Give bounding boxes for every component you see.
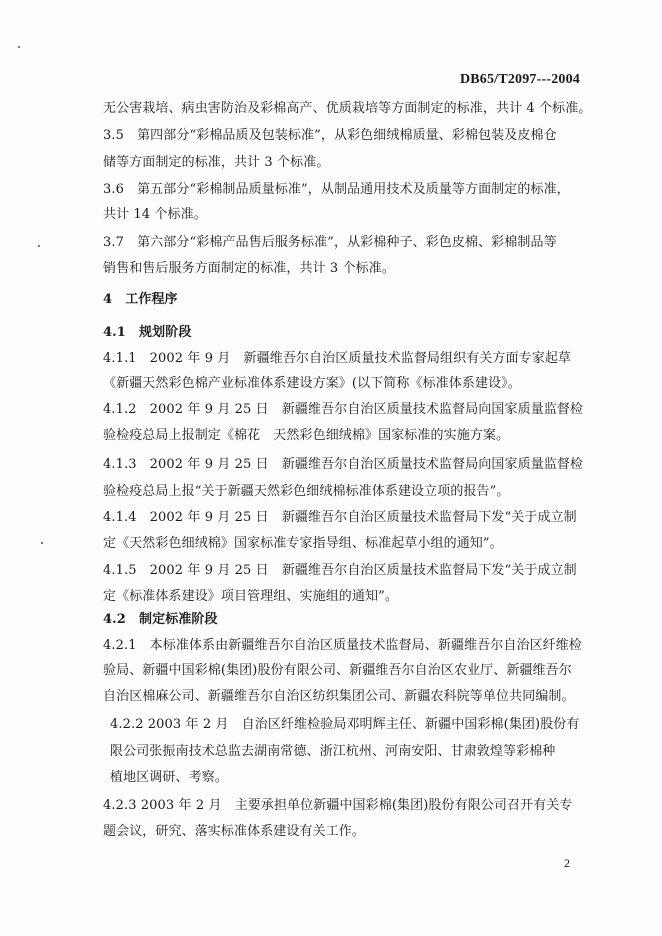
page-number: 2 (564, 856, 570, 870)
scan-speck (41, 542, 43, 544)
text-line: 验局、新疆中国彩棉(集团)股份有限公司、新疆维吾尔自治区农业厅、新疆维吾尔 (103, 663, 572, 678)
text-line: 3.7 第六部分“彩棉产品售后服务标准”，从彩棉种子、彩色皮棉、彩棉制品等 (103, 235, 557, 250)
text-line: 4.1.2 2002 年 9 月 25 日 新疆维吾尔自治区质量技术监督局向国家质量监督检 (103, 402, 584, 417)
text-line: 无公害栽培、病虫害防治及彩棉高产、优质栽培等方面制定的标准，共计 4 个标准。 (103, 101, 592, 116)
text-line: 销售和售后服务方面制定的标准，共计 3 个标准。 (103, 261, 395, 276)
text-line: 定《标准体系建设》项目管理组、实施组的通知”。 (103, 589, 398, 604)
text-line: 植地区调研、考察。 (110, 770, 228, 785)
text-line: 限公司张振南技术总监去湖南常德、浙江杭州、河南安阳、甘肃敦煌等彩棉种 (110, 744, 556, 759)
document-code: DB65/T2097---2004 (459, 72, 580, 87)
text-line: 《新疆天然彩色棉产业标准体系建设方案》(以下简称《标准体系建设》。 (103, 376, 521, 391)
text-line: 4.1.4 2002 年 9 月 25 日 新疆维吾尔自治区质量技术监督局下发“关于成立制 (103, 510, 577, 525)
text-line: 4.2.1 本标准体系由新疆维吾尔自治区质量技术监督局、新疆维吾尔自治区纤维检 (103, 638, 582, 653)
text-line: 验检疫总局上报制定《棉花 天然彩色细绒棉》国家标准的实施方案。 (103, 428, 510, 443)
text-line: 题会议，研究、落实标准体系建设有关工作。 (103, 824, 366, 839)
text-line: 4.1.3 2002 年 9 月 25 日 新疆维吾尔自治区质量技术监督局向国家质量监督检 (103, 457, 584, 472)
section-heading: 4 工作程序 (103, 292, 178, 307)
text-line: 4.1.5 2002 年 9 月 25 日 新疆维吾尔自治区质量技术监督局下发“关于成立制 (103, 563, 577, 578)
text-line: 自治区棉麻公司、新疆维吾尔自治区纺织集团公司、新疆农科院等单位共同编制。 (103, 689, 575, 704)
text-line: 3.6 第五部分“彩棉制品质量标准”，从制品通用技术及质量等方面制定的标准， (103, 182, 570, 197)
text-line: 验检疫总局上报“关于新疆天然彩色细绒棉标准体系建设立项的报告”。 (103, 484, 510, 499)
text-line: 4.1.1 2002 年 9 月 新疆维吾尔自治区质量技术监督局组织有关方面专家起草 (103, 351, 572, 366)
subsection-heading: 4.1 规划阶段 (103, 325, 192, 340)
text-line: 4.2.3 2003 年 2 月 主要承担单位新疆中国彩棉(集团)股份有限公司召开有关专 (103, 798, 573, 813)
text-line: 4.2.2 2003 年 2 月 自治区纤维检验局邓明辉主任、新疆中国彩棉(集团)股份有 (110, 717, 580, 732)
scan-speck (38, 245, 40, 247)
text-line: 储等方面制定的标准，共计 3 个标准。 (103, 155, 330, 170)
scan-speck (18, 46, 20, 48)
subsection-heading: 4.2 制定标准阶段 (103, 612, 218, 627)
text-line: 定《天然彩色细绒棉》国家标准专家指导组、标准起草小组的通知”。 (103, 536, 503, 551)
text-line: 3.5 第四部分“彩棉品质及包装标准”，从彩色细绒棉质量、彩棉包装及皮棉仓 (103, 128, 557, 143)
text-line: 共计 14 个标准。 (103, 207, 207, 222)
